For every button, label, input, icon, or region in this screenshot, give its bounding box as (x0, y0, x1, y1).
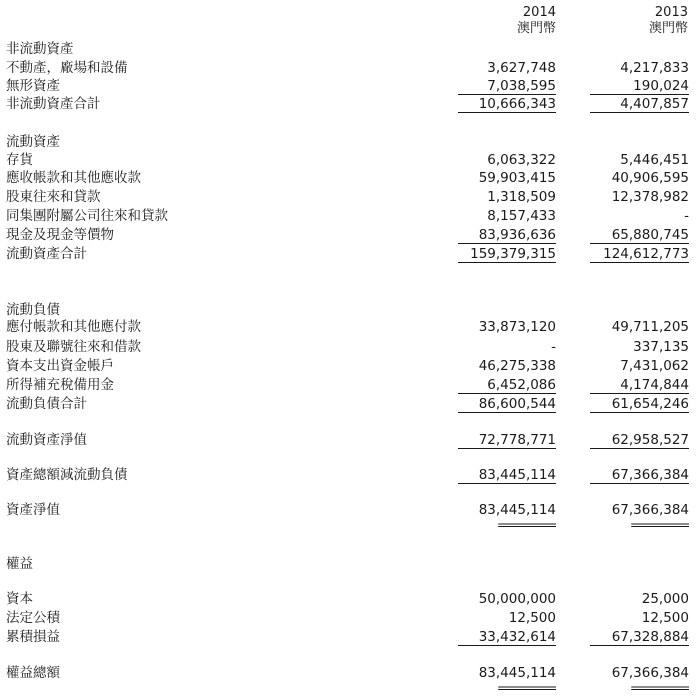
total-equity-row (0, 664, 700, 682)
value-2014: 59,903,415 (478, 170, 556, 186)
value-2014: 33,873,120 (478, 319, 556, 335)
value-2013: 190,024 (590, 78, 689, 95)
value-2014: 46,275,338 (478, 358, 556, 374)
currency-header-2014: 澳門幣 (516, 21, 556, 36)
value-2013: 65,880,745 (590, 227, 689, 244)
value-2013: 12,378,982 (611, 189, 689, 205)
value-2014: 86,600,544 (458, 396, 556, 413)
value-2013: 4,407,857 (590, 96, 689, 113)
value-2014: 10,666,343 (458, 96, 556, 113)
table-row (0, 95, 700, 113)
table-row (0, 628, 700, 646)
table-row (0, 77, 700, 95)
value-2013: 124,612,773 (590, 246, 689, 263)
table-row (0, 609, 700, 627)
table-row (0, 59, 700, 77)
value-2014: 72,778,771 (458, 432, 556, 449)
value-2014: 7,038,595 (458, 78, 556, 95)
double-rule-2013: ========== (630, 519, 689, 531)
table-row (0, 188, 700, 206)
row-label: 流動資產淨值 (6, 432, 87, 448)
value-2013: 67,366,384 (611, 665, 689, 681)
row-label: 所得補充稅備用金 (6, 377, 114, 393)
row-label: 權益總額 (6, 665, 60, 681)
value-2013: 337,135 (633, 339, 689, 355)
value-2014: 83,445,114 (478, 665, 556, 681)
value-2013: 4,217,833 (620, 60, 689, 76)
value-2013: 12,500 (641, 610, 689, 626)
section-title-current-liabilities: 流動負債 (6, 302, 60, 318)
total-assets-less-current-liabilities-row (0, 466, 700, 484)
row-label: 股東往來和貸款 (6, 189, 101, 205)
value-2013: 5,446,451 (620, 152, 689, 168)
value-2014: 8,157,433 (487, 208, 556, 224)
value-2013: 49,711,205 (611, 319, 689, 335)
value-2014: 50,000,000 (478, 591, 556, 607)
value-2014: 6,452,086 (458, 377, 556, 394)
value-2014: 83,445,114 (458, 467, 556, 484)
value-2014: 83,445,114 (478, 502, 556, 518)
section-title-current-assets: 流動資產 (6, 134, 60, 150)
value-2014: - (551, 339, 556, 355)
table-row (0, 357, 700, 375)
double-rule-2014: ========== (497, 519, 556, 531)
table-row (0, 151, 700, 169)
row-label: 應付帳款和其他應付款 (6, 319, 141, 335)
row-label: 無形資產 (6, 78, 60, 94)
row-label: 流動資產合計 (6, 246, 87, 262)
table-row (0, 207, 700, 225)
table-row (0, 245, 700, 263)
table-row (0, 376, 700, 394)
year-header-2014: 2014 (522, 5, 556, 20)
value-2014: 33,432,614 (458, 629, 556, 646)
table-row (0, 338, 700, 356)
value-2013: 67,328,884 (590, 629, 689, 646)
value-2013: 67,366,384 (590, 467, 689, 484)
net-assets-row (0, 501, 700, 519)
value-2013: 4,174,844 (590, 377, 689, 394)
row-label: 不動產，廠場和設備 (6, 60, 128, 76)
value-2014: 12,500 (508, 610, 556, 626)
value-2013: 25,000 (641, 591, 689, 607)
double-rule-2014: ========== (497, 682, 556, 694)
section-title-equity: 權益 (6, 556, 33, 572)
value-2013: 40,906,595 (611, 170, 689, 186)
table-row (0, 590, 700, 608)
row-label: 資本 (6, 591, 33, 607)
row-label: 資產淨值 (6, 502, 60, 518)
row-label: 應收帳款和其他應收款 (6, 170, 141, 186)
section-title-non-current-assets: 非流動資產 (6, 41, 74, 57)
value-2013: 7,431,062 (620, 358, 689, 374)
table-row (0, 169, 700, 187)
row-label: 流動負債合計 (6, 396, 87, 412)
year-header-2013: 2013 (654, 5, 688, 20)
double-rule-2013: ========== (630, 682, 689, 694)
value-2014: 1,318,509 (487, 189, 556, 205)
value-2014: 159,379,315 (458, 246, 556, 263)
table-row (0, 226, 700, 244)
table-row (0, 318, 700, 336)
row-label: 現金及現金等價物 (6, 227, 114, 243)
value-2013: 67,366,384 (611, 502, 689, 518)
value-2013: 62,958,527 (590, 432, 689, 449)
row-label: 非流動資產合計 (6, 96, 101, 112)
table-row (0, 395, 700, 413)
row-label: 同集團附屬公司往來和貸款 (6, 208, 168, 224)
row-label: 存貨 (6, 152, 33, 168)
currency-header-2013: 澳門幣 (648, 21, 688, 36)
value-2013: - (684, 208, 689, 224)
row-label: 資產總額減流動負債 (6, 467, 128, 483)
value-2014: 3,627,748 (487, 60, 556, 76)
row-label: 法定公積 (6, 610, 60, 626)
row-label: 股東及聯號往來和借款 (6, 339, 141, 355)
row-label: 資本支出資金帳戶 (6, 358, 114, 374)
value-2014: 83,936,636 (458, 227, 556, 244)
value-2014: 6,063,322 (487, 152, 556, 168)
value-2013: 61,654,246 (590, 396, 689, 413)
row-label: 累積損益 (6, 629, 60, 645)
net-current-assets-row (0, 431, 700, 449)
